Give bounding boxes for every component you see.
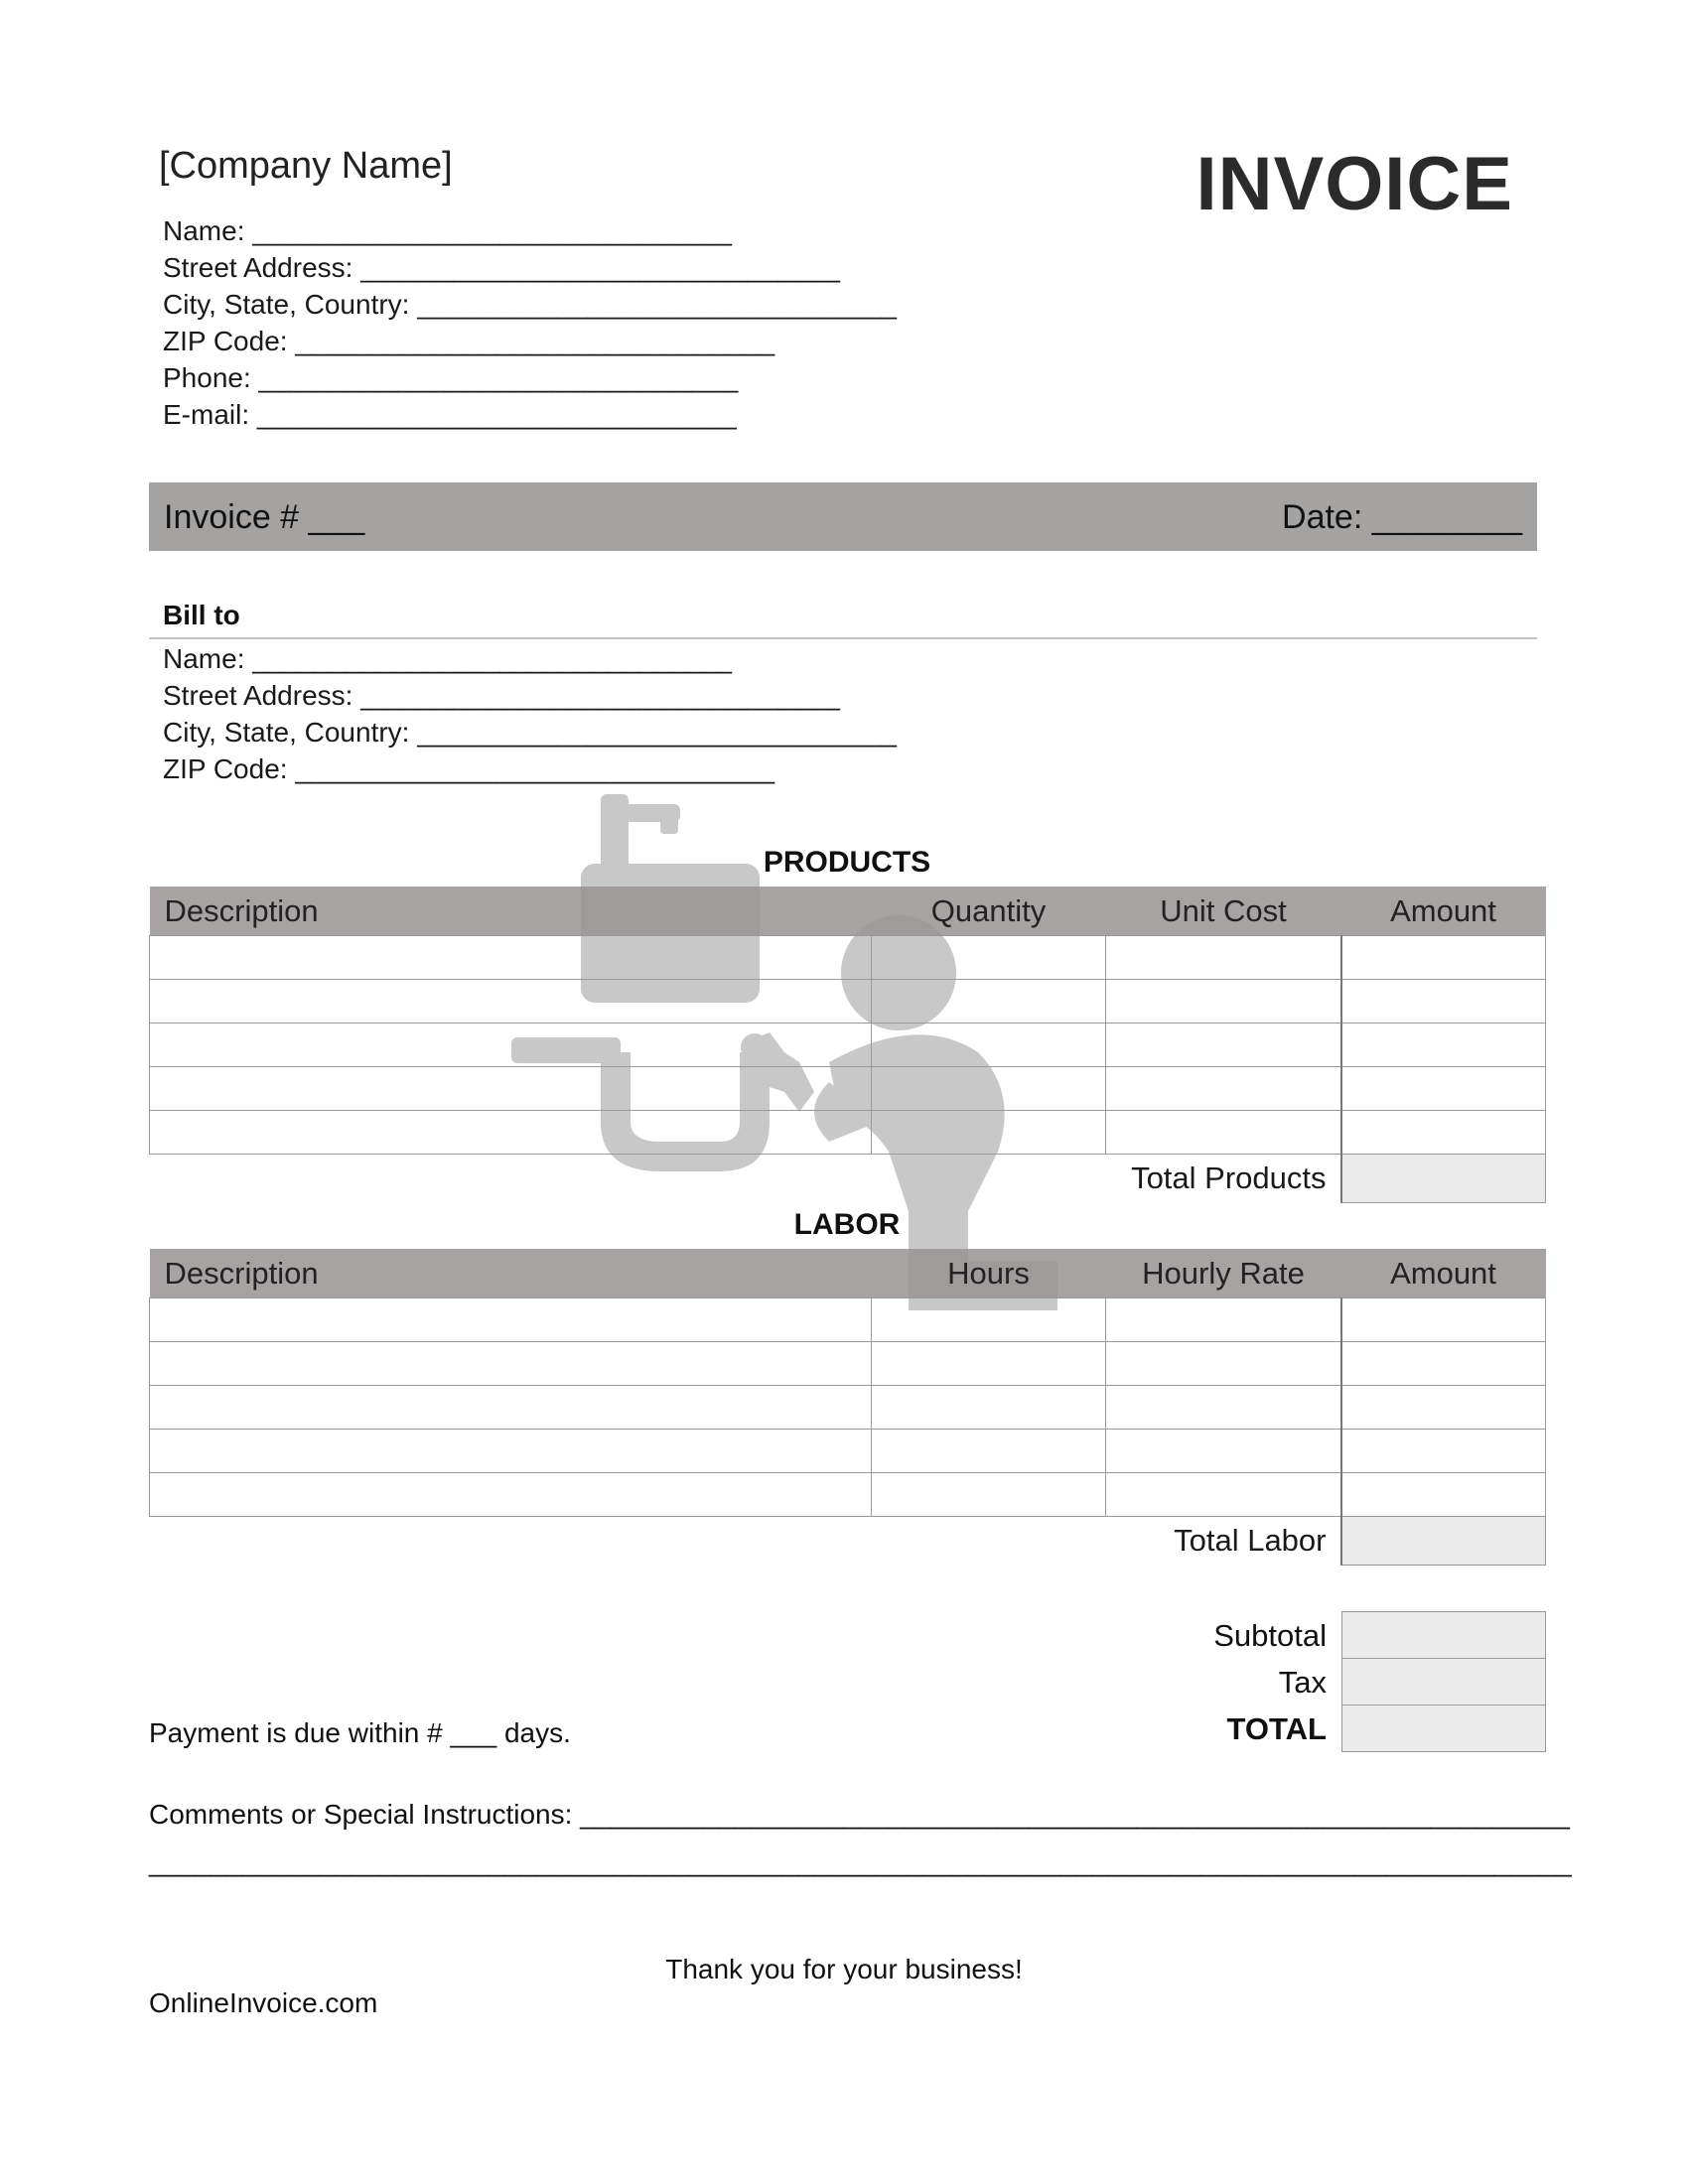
products-col-unit-cost: Unit Cost (1106, 887, 1341, 936)
labor-amount-cell[interactable] (1341, 1386, 1546, 1430)
products-col-quantity: Quantity (872, 887, 1106, 936)
labor-col-hourly-rate: Hourly Rate (1106, 1249, 1341, 1298)
labor-amount-cell[interactable] (1341, 1473, 1546, 1517)
sender-zip-field[interactable]: ZIP Code: _______________________________ (163, 326, 775, 356)
labor-hours-cell[interactable] (872, 1473, 1106, 1517)
product-unit-cost-cell[interactable] (1106, 1067, 1341, 1111)
invoice-date-field[interactable]: Date: ________ (1282, 498, 1522, 536)
labor-col-hours: Hours (872, 1249, 1106, 1298)
comments-field[interactable]: Comments or Special Instructions: ________________________________________________________________ (149, 1799, 1570, 1830)
table-row (150, 1342, 1546, 1386)
company-name[interactable]: [Company Name] (159, 145, 453, 187)
products-table (149, 887, 1546, 1203)
labor-col-description: Description (150, 1249, 872, 1298)
labor-description-cell[interactable] (150, 1342, 872, 1386)
table-row (150, 1298, 1546, 1342)
invoice-info-bar (149, 482, 1537, 551)
labor-amount-cell[interactable] (1341, 1430, 1546, 1473)
comments-field-continued[interactable]: ____________________________________________________________________________________________ (149, 1846, 1572, 1877)
payment-due-field[interactable]: Payment is due within # ___ days. (149, 1717, 571, 1748)
labor-description-cell[interactable] (150, 1473, 872, 1517)
table-row (150, 1386, 1546, 1430)
total-value[interactable] (1341, 1705, 1546, 1752)
bill-to-city-field[interactable]: City, State, Country: _______________________________ (163, 717, 897, 748)
bill-to-zip-field[interactable]: ZIP Code: _______________________________ (163, 753, 775, 784)
product-quantity-cell[interactable] (872, 936, 1106, 980)
product-description-cell[interactable] (150, 1111, 872, 1155)
labor-table (149, 1249, 1546, 1566)
labor-rate-cell[interactable] (1106, 1342, 1341, 1386)
product-amount-cell[interactable] (1341, 1067, 1546, 1111)
labor-rate-cell[interactable] (1106, 1430, 1341, 1473)
table-row (150, 936, 1546, 980)
table-row (150, 1067, 1546, 1111)
subtotal-value[interactable] (1341, 1611, 1546, 1659)
bill-to-street-field[interactable]: Street Address: _______________________________ (163, 680, 840, 711)
products-total-row (150, 1155, 1546, 1203)
labor-col-amount: Amount (1341, 1249, 1546, 1298)
product-unit-cost-cell[interactable] (1106, 1111, 1341, 1155)
product-description-cell[interactable] (150, 1024, 872, 1067)
labor-total-row (150, 1517, 1546, 1566)
product-unit-cost-cell[interactable] (1106, 1024, 1341, 1067)
product-quantity-cell[interactable] (872, 1067, 1106, 1111)
total-products-value[interactable] (1341, 1155, 1546, 1203)
labor-title: LABOR (793, 1208, 901, 1241)
product-amount-cell[interactable] (1341, 1111, 1546, 1155)
table-row (150, 1473, 1546, 1517)
product-amount-cell[interactable] (1341, 1024, 1546, 1067)
table-row (150, 1430, 1546, 1473)
total-products-label: Total Products (1131, 1160, 1327, 1196)
labor-description-cell[interactable] (150, 1430, 872, 1473)
invoice-title: INVOICE (1196, 142, 1513, 226)
product-unit-cost-cell[interactable] (1106, 936, 1341, 980)
product-description-cell[interactable] (150, 936, 872, 980)
total-labor-label: Total Labor (1174, 1523, 1327, 1559)
sender-city-field[interactable]: City, State, Country: _______________________________ (163, 289, 897, 320)
labor-hours-cell[interactable] (872, 1430, 1106, 1473)
sender-name-field[interactable]: Name: _______________________________ (163, 215, 732, 246)
bill-to-name-field[interactable]: Name: _______________________________ (163, 643, 732, 674)
product-quantity-cell[interactable] (872, 980, 1106, 1024)
tax-value[interactable] (1341, 1658, 1546, 1706)
labor-rate-cell[interactable] (1106, 1473, 1341, 1517)
products-col-amount: Amount (1341, 887, 1546, 936)
total-label: TOTAL (1226, 1711, 1327, 1746)
products-title: PRODUCTS (763, 846, 931, 879)
labor-description-cell[interactable] (150, 1386, 872, 1430)
product-description-cell[interactable] (150, 980, 872, 1024)
product-unit-cost-cell[interactable] (1106, 980, 1341, 1024)
total-labor-value[interactable] (1341, 1517, 1546, 1566)
labor-rate-cell[interactable] (1106, 1386, 1341, 1430)
product-quantity-cell[interactable] (872, 1024, 1106, 1067)
bill-to-heading: Bill to (163, 600, 240, 630)
labor-hours-cell[interactable] (872, 1342, 1106, 1386)
labor-amount-cell[interactable] (1341, 1342, 1546, 1386)
table-row (150, 1111, 1546, 1155)
product-amount-cell[interactable] (1341, 980, 1546, 1024)
labor-hours-cell[interactable] (872, 1298, 1106, 1342)
product-amount-cell[interactable] (1341, 936, 1546, 980)
product-description-cell[interactable] (150, 1067, 872, 1111)
invoice-number-field[interactable]: Invoice # ___ (164, 498, 365, 536)
labor-hours-cell[interactable] (872, 1386, 1106, 1430)
labor-description-cell[interactable] (150, 1298, 872, 1342)
table-row (150, 1024, 1546, 1067)
product-quantity-cell[interactable] (872, 1111, 1106, 1155)
sender-phone-field[interactable]: Phone: _______________________________ (163, 362, 739, 393)
subtotal-label: Subtotal (1213, 1618, 1327, 1653)
thank-you-message: Thank you for your business! (665, 1954, 1023, 1984)
sender-email-field[interactable]: E-mail: _______________________________ (163, 399, 737, 430)
labor-rate-cell[interactable] (1106, 1298, 1341, 1342)
bill-to-divider (149, 637, 1537, 639)
labor-amount-cell[interactable] (1341, 1298, 1546, 1342)
tax-label: Tax (1278, 1665, 1327, 1700)
products-col-description: Description (150, 887, 872, 936)
table-row (150, 980, 1546, 1024)
footer-site-link[interactable]: OnlineInvoice.com (149, 1987, 378, 2018)
sender-street-field[interactable]: Street Address: _______________________________ (163, 252, 840, 283)
